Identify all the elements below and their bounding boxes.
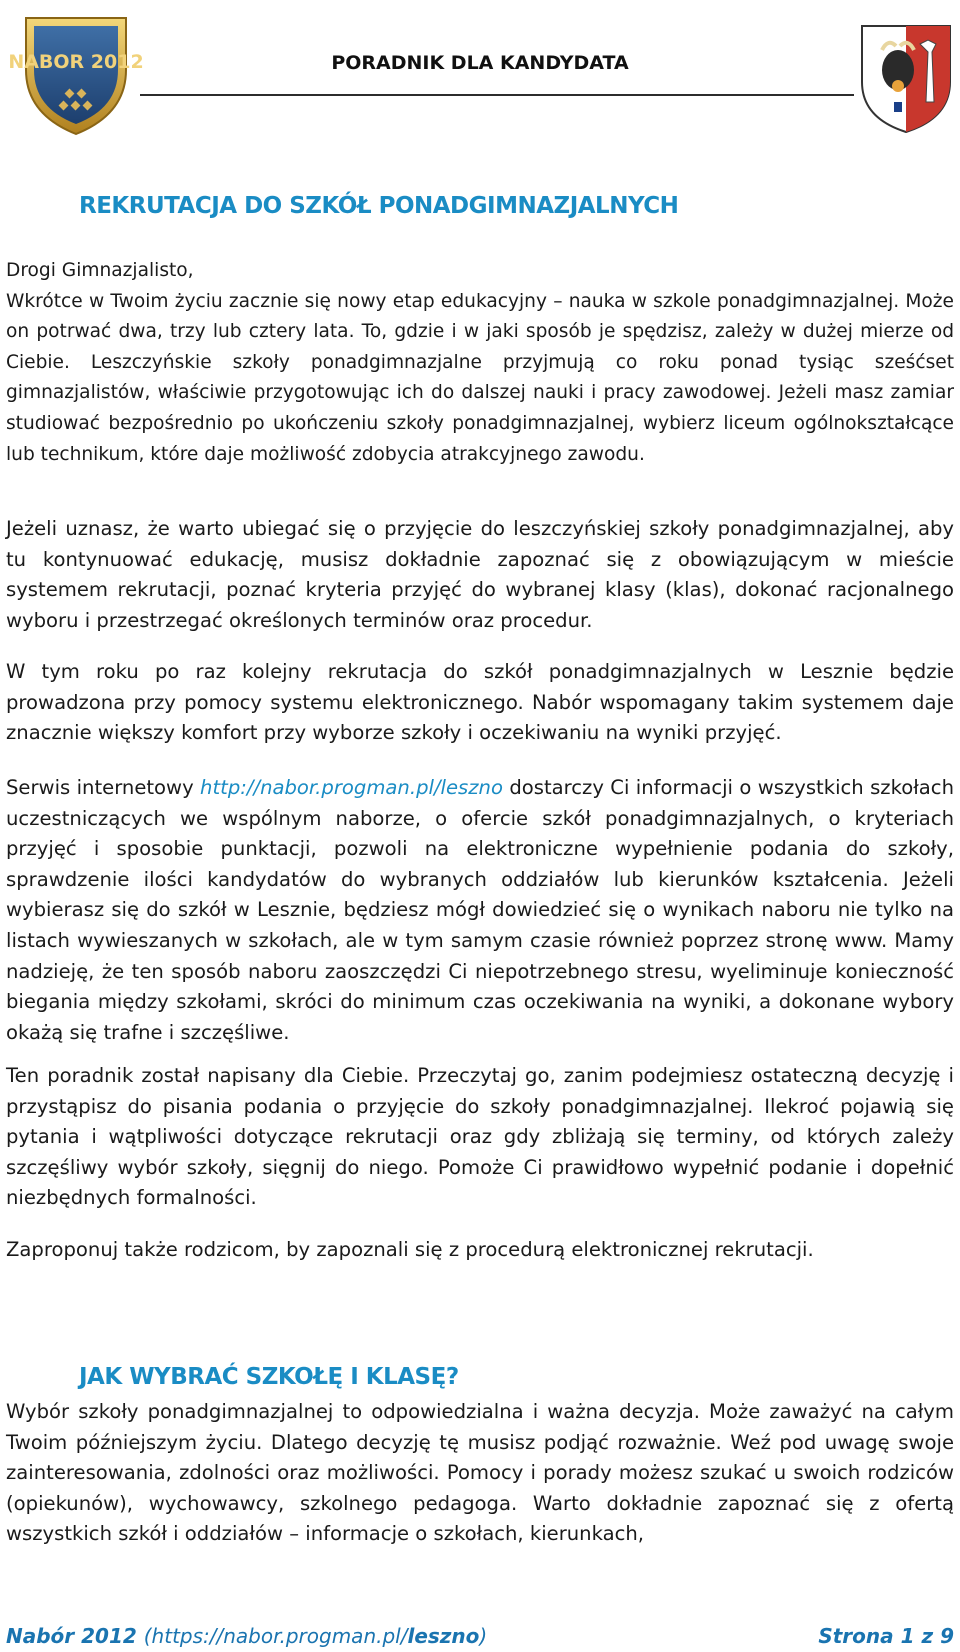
paragraph-website-lead: Serwis internetowy <box>6 776 201 799</box>
nabor-website-link[interactable]: http://nabor.progman.pl/leszno <box>200 776 503 799</box>
page-header-title: PORADNIK DLA KANDYDATA <box>331 52 629 74</box>
page-header <box>0 0 960 150</box>
paragraph-intro: Drogi Gimnazjalisto, Wkrótce w Twoim życiu zacznie się nowy etap edukacyjny – nauka w szkole ponadgimnazjalnej. Może on potrwać dwa, trzy lub cztery lata. To, gdzie i w jaki sposób je spędzisz, zależy w dużej mierze od Ciebie. Leszczyńskie szkoły ponadgimnazjalne przyjmują co roku ponad tysiąc sześćset gimnazjalistów, właściwie przygotowując ich do dalszej nauki i pracy zawodowej. Jeżeli masz zamiar studiować bezpośrednio po ukończeniu szkoły ponadgimnazjalnej, wybierz liceum ogólnokształcące lub technikum, które daje możliwość zdobycia atrakcyjnego zawodu. <box>6 260 954 465</box>
section-heading-recruitment: REKRUTACJA DO SZKÓŁ PONADGIMNAZJALNYCH <box>79 193 679 219</box>
paragraph-consider: Jeżeli uznasz, że warto ubiegać się o przyjęcie do leszczyńskiej szkoły ponadgimnazjalnej, aby tu kontynuować edukację, musisz dokładnie zapoznać się z obowiązującym w mieście systemem rekrutacji, poznać kryteria przyjęć do wybranej klasy (klas), dokonać racjonalnego wyboru i przestrzegać określonych terminów oraz procedur. <box>6 517 954 632</box>
paragraph-electronic-system: W tym roku po raz kolejny rekrutacja do szkół ponadgimnazjalnych w Lesznie będzie prowadzona przy pomocy systemu elektronicznego. Nabór wspomagany takim systemem daje znacznie większy komfort przy wyborze szkoły i oczekiwaniu na wyniki przyjęć. <box>6 660 954 745</box>
section-heading-choose-school: JAK WYBRAĆ SZKOŁĘ I KLASĘ? <box>79 1364 459 1390</box>
footer-url-close: ) <box>479 1624 488 1648</box>
leszno-coat-of-arms-icon <box>858 22 954 134</box>
footer-url: (https://nabor.progman.pl/ <box>143 1624 408 1648</box>
footer-source <box>6 1624 487 1648</box>
footer-url-path: leszno <box>407 1624 480 1648</box>
paragraph-choice: Wybór szkoły ponadgimnazjalnej to odpowiedzialna i ważna decyzja. Może zaważyć na całym Twoim późniejszym życiu. Dlatego decyzję tę musisz podjąć rozważnie. Weź pod uwagę swoje zainteresowania, zdolności oraz możliwości. Pomocy i porady możesz szukać u swoich rodziców (opiekunów), wychowawcy, szkolnego pedagoga. Warto dokładnie zapoznać się z ofertą wszystkich szkół i oddziałów – informacje o szkołach, kierunkach, <box>6 1400 954 1546</box>
paragraph-parents: Zaproponuj także rodzicom, by zapoznali się z procedurą elektronicznej rekrutacji. <box>6 1238 814 1261</box>
nabor-2012-badge-icon <box>8 10 144 138</box>
logo-left-label: NABOR 2012 <box>8 51 144 73</box>
header-divider <box>140 94 854 96</box>
footer-title: Nabór 2012 <box>6 1624 137 1648</box>
paragraph-website <box>6 773 954 1048</box>
page-footer <box>6 1624 954 1652</box>
paragraph-guide: Ten poradnik został napisany dla Ciebie. Przeczytaj go, zanim podejmiesz ostateczną decyzję i przystąpisz do pisania podania o przyjęcie do szkoły ponadgimnazjalnej. Ilekroć pojawią się pytania i wątpliwości dotyczące rekrutacji oraz gdy zbliżają się terminy, od których zależy szczęśliwy wybór szkoły, sięgnij do niego. Pomoże Ci prawidłowo wypełnić podanie i dopełnić niezbędnych formalności. <box>6 1064 954 1210</box>
page-number: Strona 1 z 9 <box>818 1624 954 1648</box>
paragraph-website-body: dostarczy Ci informacji o wszystkich szkołach uczestniczących we wspólnym naborze, o ofercie szkół ponadgimnazjalnych, o kryteriach przyjęć i sposobie punktacji, pozwoli na elektroniczne wypełnienie podania do szkoły, sprawdzenie ilości kandydatów do wybranych oddziałów lub kierunków kształcenia. Jeżeli wybierasz się do szkół w Lesznie, będziesz mógł dowiedzieć się o wynikach naboru nie tylko na listach wywieszanych w szkołach, ale w tym samym czasie również poprzez stronę www. Mamy nadzieję, że ten sposób naboru zaoszczędzi Ci niepotrzebnego stresu, wyeliminuje konieczność biegania między szkołami, skróci do minimum czas oczekiwania na wyniki, a dokonane wybory okażą się trafne i szczęśliwe. <box>6 776 954 1044</box>
